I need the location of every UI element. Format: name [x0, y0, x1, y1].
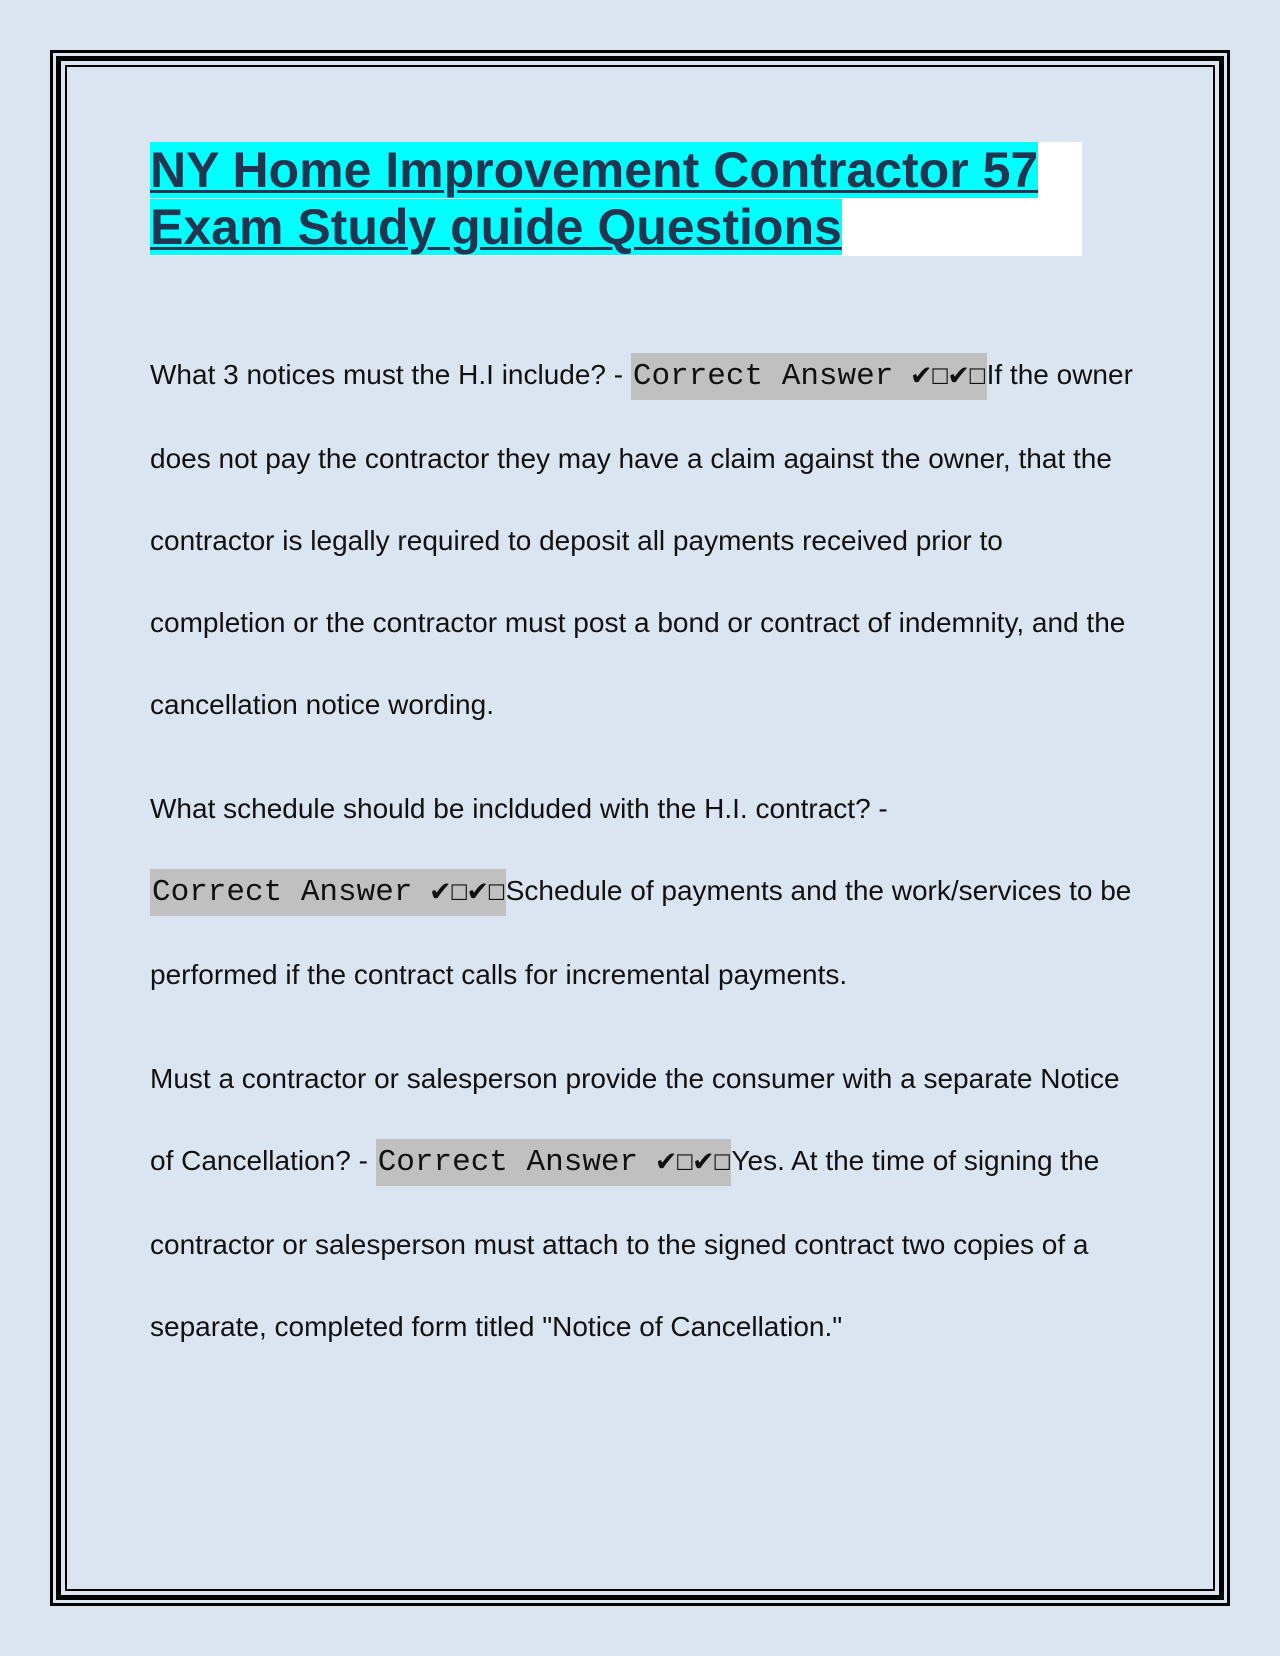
title-block [150, 142, 1082, 256]
qa-item-2 [150, 768, 1140, 1016]
answer-text: Schedule of payments and the work/services to be performed if the contract calls for incremental payments. [150, 875, 1132, 990]
title-line-2: Exam Study guide Questions [150, 199, 842, 255]
correct-answer-marker: Correct Answer ✔☐✔☐ [631, 353, 987, 400]
document-body [150, 142, 1140, 1368]
answer-text: If the owner does not pay the contractor they may have a claim against the owner, that the contractor is legally required to deposit all payments received prior to completion or the contractor must post a bond or contract of indemnity, and the cancellation notice wording. [150, 359, 1133, 720]
question-text: Must a contractor or salesperson provide the consumer with a separate Notice of Cancellation? - [150, 1063, 1120, 1176]
qa-item-3 [150, 1038, 1140, 1368]
correct-answer-marker: Correct Answer ✔☐✔☐ [150, 869, 506, 916]
correct-answer-marker: Correct Answer ✔☐✔☐ [376, 1139, 732, 1186]
document-title [150, 142, 1082, 256]
answer-text: Yes. At the time of signing the contractor or salesperson must attach to the signed contract two copies of a separate, completed form titled "Notice of Cancellation." [150, 1145, 1100, 1342]
question-text: What 3 notices must the H.I include? - [150, 359, 631, 390]
title-line-1: NY Home Improvement Contractor 57 [150, 142, 1039, 198]
question-text: What schedule should be inclduded with the H.I. contract? - [150, 793, 888, 824]
qa-item-1 [150, 334, 1140, 746]
